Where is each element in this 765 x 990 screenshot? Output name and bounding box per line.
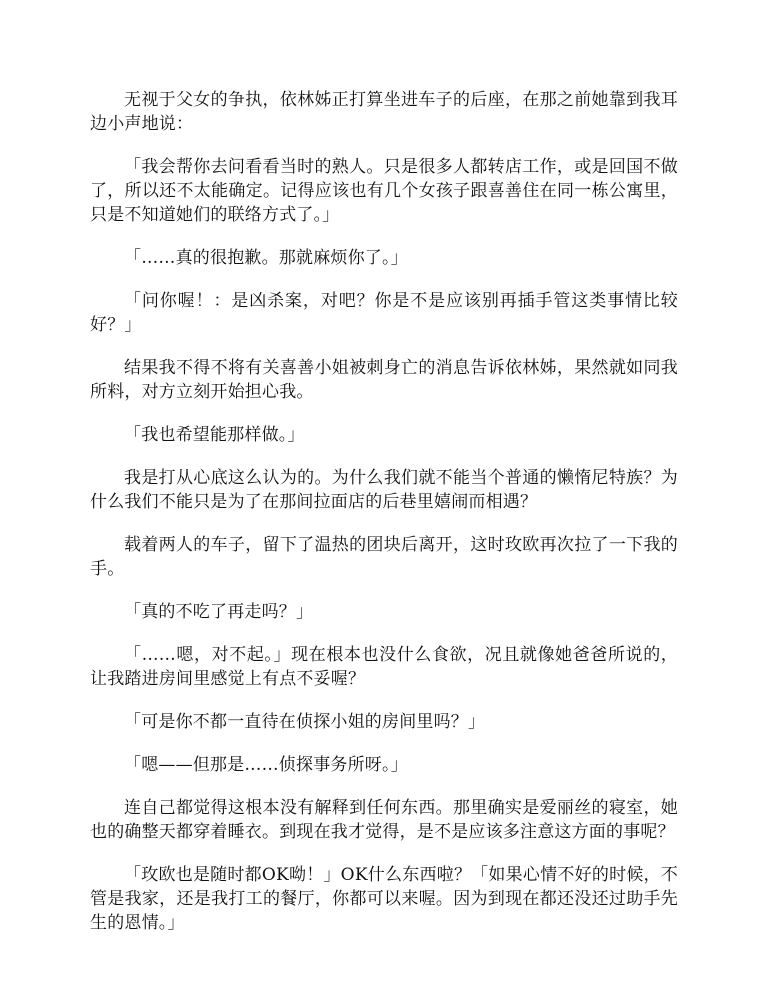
paragraph: 结果我不得不将有关喜善小姐被刺身亡的消息告诉依林姊，果然就如同我所料，对方立刻开始担心我。 <box>90 358 678 402</box>
paragraph: 「……嗯，对不起。」现在根本也没什么食欲，况且就像她爸爸所说的，让我踏进房间里感觉上有点不妥喔？ <box>90 645 678 689</box>
paragraph: 「我会帮你去问看看当时的熟人。只是很多人都转店工作，或是回国不做了，所以还不太能确定。记得应该也有几个女孩子跟喜善住在同一栋公寓里，只是不知道她们的联络方式了。」 <box>90 157 678 225</box>
paragraph: 连自己都觉得这根本没有解释到任何东西。那里确实是爱丽丝的寝室，她也的确整天都穿着睡衣。到现在我才觉得，是不是应该多注意这方面的事呢？ <box>90 798 678 842</box>
paragraph: 「真的不吃了再走吗？」 <box>124 602 314 622</box>
paragraph: 「……真的很抱歉。那就麻烦你了。」 <box>124 248 408 268</box>
paragraph: 载着两人的车子，留下了温热的团块后离开，这时玫欧再次拉了一下我的手。 <box>90 535 678 579</box>
paragraph: 我是打从心底这么认为的。为什么我们就不能当个普通的懒惰尼特族？为什么我们不能只是为了在那间拉面店的后巷里嬉闹而相遇？ <box>90 468 678 512</box>
document-page <box>90 88 678 954</box>
paragraph: 「玫欧也是随时都OK呦！」OK什么东西啦？「如果心情不好的时候，不管是我家，还是我打工的餐厅，你都可以来喔。因为到现在都还没还过助手先生的恩情。」 <box>90 865 678 933</box>
paragraph: 「可是你不都一直待在侦探小姐的房间里吗？」 <box>124 712 486 732</box>
paragraph: 「嗯——但那是……侦探事务所呀。」 <box>124 755 408 775</box>
paragraph: 「我也希望能那样做。」 <box>124 425 305 445</box>
paragraph: 「问你喔！：是凶杀案，对吧？你是不是应该别再插手管这类事情比较好？」 <box>90 291 678 335</box>
paragraph: 无视于父女的争执，依林姊正打算坐进车子的后座，在那之前她靠到我耳边小声地说： <box>90 90 678 134</box>
